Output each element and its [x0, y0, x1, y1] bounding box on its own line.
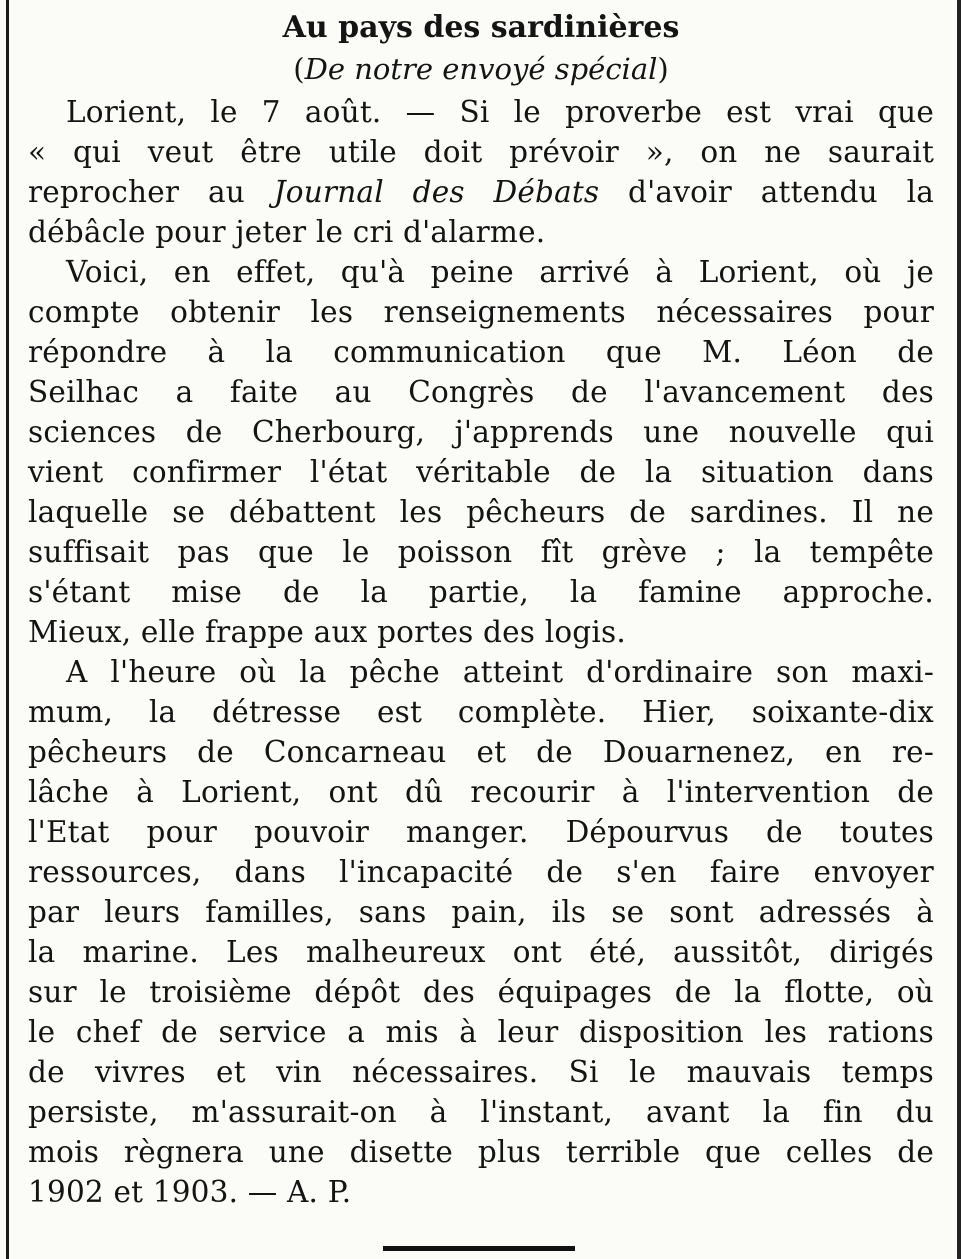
newspaper-name: Journal des Débats [273, 175, 600, 209]
text-line: Seilhac a faite au Congrès de l'avancement des [28, 375, 934, 409]
end-of-article-rule [383, 1246, 575, 1251]
text-line: vient confirmer l'état véritable de la situation dans [28, 455, 934, 489]
subtitle-open-paren: ( [293, 52, 305, 86]
text-line: laquelle se débattent les pêcheurs de sardines. Il ne [28, 495, 934, 529]
text-line: de vivres et vin nécessaires. Si le mauvais temps [28, 1055, 934, 1089]
text-line: mum, la détresse est complète. Hier, soixante-dix [28, 695, 934, 729]
text-line: par leurs familles, sans pain, ils se sont adressés à [28, 895, 934, 929]
text-line: compte obtenir les renseignements nécessaires pour [28, 295, 934, 329]
article-subtitle [28, 50, 934, 92]
right-column-rule [957, 0, 961, 1259]
text-line: Voici, en effet, qu'à peine arrivé à Lorient, où je [66, 255, 934, 289]
text-line: répondre à la communication que M. Léon de [28, 335, 934, 369]
subtitle-text: De notre envoyé spécial [304, 52, 658, 86]
text-line: mois règnera une disette plus terrible que celles de [28, 1135, 934, 1169]
text-line: « qui veut être utile doit prévoir », on ne saurait [28, 135, 934, 169]
text-line-part: reprocher au [28, 175, 274, 209]
text-line: la marine. Les malheureux ont été, aussitôt, dirigés [28, 935, 934, 969]
text-line [28, 172, 934, 212]
text-line: s'étant mise de la partie, la famine approche. [28, 575, 934, 609]
text-line: l'Etat pour pouvoir manger. Dépourvus de toutes [28, 815, 934, 849]
text-line: pêcheurs de Concarneau et de Douarnenez, en re- [28, 735, 934, 769]
text-line: le chef de service a mis à leur disposition les rations [28, 1015, 934, 1049]
article-title: Au pays des sardinières [282, 10, 680, 45]
article-signature-line: 1902 et 1903. — A. P. [28, 1175, 352, 1209]
text-line: Lorient, le 7 août. — Si le proverbe est vrai que [66, 95, 934, 129]
text-line: suffisait pas que le poisson fît grève ; la tempête [28, 535, 934, 569]
text-line: A l'heure où la pêche atteint d'ordinaire son maxi- [66, 655, 934, 689]
text-line: ressources, dans l'incapacité de s'en faire envoyer [28, 855, 934, 889]
text-line: sur le troisième dépôt des équipages de la flotte, où [28, 975, 934, 1009]
article-body [28, 92, 934, 1212]
article [28, 6, 934, 1212]
left-column-rule [6, 0, 9, 1259]
text-line: sciences de Cherbourg, j'apprends une nouvelle qui [28, 415, 934, 449]
text-line-part: d'avoir attendu la [599, 175, 934, 209]
text-line: débâcle pour jeter le cri d'alarme. [28, 215, 546, 249]
text-line: lâche à Lorient, ont dû recourir à l'intervention de [28, 775, 934, 809]
subtitle-close-paren: ) [657, 52, 669, 86]
text-line: persiste, m'assurait-on à l'instant, avant la fin du [28, 1095, 934, 1129]
text-line: Mieux, elle frappe aux portes des logis. [28, 615, 626, 649]
